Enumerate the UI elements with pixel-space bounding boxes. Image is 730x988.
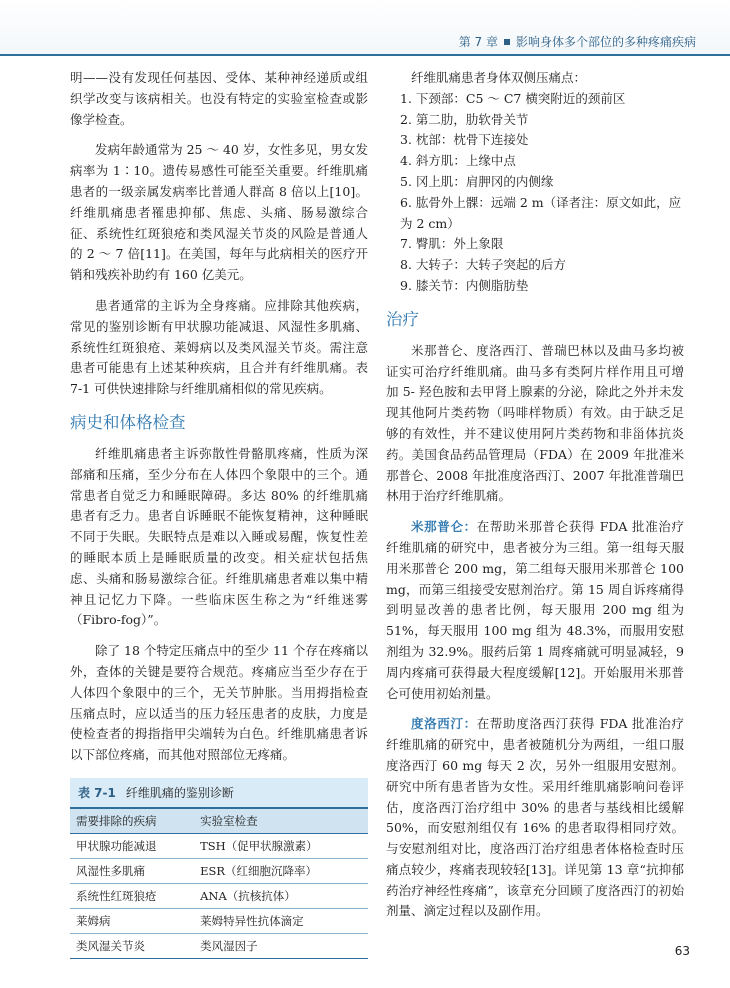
list-item: 3. 枕部：枕骨下连接处: [400, 132, 529, 148]
tender-points-intro: 纤维肌痛患者身体双侧压痛点：: [411, 70, 587, 85]
table-cell: 系统性红斑狼疮: [70, 883, 194, 908]
left-column: [70, 68, 368, 959]
chapter-title: 影响身体多个部位的多种疼痛疾病: [515, 35, 696, 49]
paragraph: 患者通常的主诉为全身疼痛。应排除其他疾病，常见的鉴别诊断有甲状腺功能减退、风湿性多肌痛、系统性红斑狼疮、莱姆病以及类风湿关节炎。需注意患者可能患有上述某种疾病，且合并有纤维肌痛。表 7-1 可供快速排除与纤维肌痛相似的常见疾病。: [70, 297, 368, 397]
table-cell: 甲状腺功能减退: [70, 833, 194, 858]
header-rule: [0, 54, 730, 56]
paragraph: 纤维肌痛患者主诉弥散性骨骼肌疼痛，性质为深部痛和压痛，至少分布在人体四个象限中的三个。通常患者自觉乏力和睡眠障碍。多达 80% 的纤维肌痛患者有乏力。患者自诉睡眠不能恢复精神，这种睡眠不同于失眠。失眠特点是难以入睡或易醒，恢复性差的睡眠本质上是睡眠质量的改变。相关症状包括焦虑、头痛和肠易激综合征。纤维肌痛患者难以集中精神且记忆力下降。一些临床医生称之为“纤维迷雾（Fibro-fog）”。: [70, 445, 368, 628]
paragraph-text: 在帮助度洛西汀获得 FDA 批准治疗纤维肌痛的研究中，患者被随机分为两组，一组口服度洛西汀 60 mg 每天 2 次，另外一组服用安慰剂。研究中所有患者皆为女性。采用纤维肌痛影响问卷评估，度洛西汀治疗组中 30% 的患者与基线相比缓解 50%，而安慰剂组仅有 16% 的患者取得相同疗效。与安慰剂组对比，度洛西汀治疗组患者体格检查时压痛点较少，疼痛表现较轻[13]。详见第 13 章“抗抑郁药治疗神经性疼痛”，该章充分回顾了度洛西汀的初始剂量、滴定过程以及副作用。: [386, 716, 684, 919]
page-number: 63: [674, 944, 690, 958]
tender-points-list: [386, 89, 684, 297]
table-header-row: [70, 808, 368, 834]
paragraph: 明——没有发现任何基因、受体、某种神经递质或组织学改变与该病相关。也没有特定的实验室检查或影像学检查。: [70, 70, 368, 127]
list-item: 8. 大转子：大转子突起的后方: [400, 257, 566, 273]
section-heading-treatment: 治疗: [386, 309, 419, 329]
list-item: 1. 下颈部：C5 ～ C7 横突附近的颈前区: [400, 90, 626, 106]
table-cell: 类风湿关节炎: [70, 933, 194, 958]
table-title: 纤维肌痛的鉴别诊断: [125, 785, 234, 800]
list-item: 7. 臀肌：外上象限: [400, 236, 504, 252]
right-column: [386, 68, 684, 922]
list-item: 6. 肱骨外上髁：远端 2 m（译者注：原文如此，应为 2 cm）: [400, 194, 682, 231]
list-item: 5. 冈上肌：肩胛冈的内侧缘: [400, 173, 554, 189]
column-header: 实验室检查: [194, 808, 368, 834]
column-header: 需要排除的疾病: [70, 808, 194, 834]
differential-diagnosis-table: [70, 778, 368, 959]
table-row: [70, 908, 368, 933]
paragraph: 米那普仑、度洛西汀、普瑞巴林以及曲马多均被证实可治疗纤维肌痛。曲马多有类阿片样作用且可增加 5- 羟色胺和去甲肾上腺素的分泌，除此之外并未发现其他阿片类药物（吗啡样物质）有效。由于缺乏足够的有效性，并不建议使用阿片类药物和非甾体抗炎药。美国食品药品管理局（FDA）在 2009 年批准米那普仑、2008 年批准度洛西汀、2007 年批准普瑞巴林用于治疗纤维肌痛。: [386, 342, 684, 504]
list-item: 2. 第二肋，肋软骨关节: [400, 111, 529, 127]
paragraph: 发病年龄通常为 25 ～ 40 岁，女性多见，男女发病率为 1∶10。遗传易感性可能至关重要。纤维肌痛患者的一级亲属发病率比普通人群高 8 倍以上[10]。纤维肌痛患者罹患抑郁、焦虑、头痛、肠易激综合征、系统性红斑狼疮和类风湿关节炎的风险是普通人的 2 ～ 7 倍[11]。在美国，每年与此病相关的医疗开销和残疾补助约有 160 亿美元。: [70, 142, 368, 283]
paragraph-duloxetine: [386, 714, 684, 922]
paragraph-milnacipran: [386, 517, 684, 704]
table-cell: 风湿性多肌痛: [70, 858, 194, 883]
running-head: [459, 33, 696, 50]
paragraph: 除了 18 个特定压痛点中的至少 11 个存在疼痛以外，查体的关键是要符合规范。疼痛应当至少存在于人体四个象限中的三个，无关节肿胀。当用拇指检查压痛点时，应以适当的压力轻压患者的皮肤，力度是使检查者的拇指指甲尖端转为白色。纤维肌痛患者诉以下部位疼痛，而其他对照部位无疼痛。: [70, 643, 368, 763]
table-row: [70, 833, 368, 858]
paragraph-text: 在帮助米那普仑获得 FDA 批准治疗纤维肌痛的研究中，患者被分为三组。第一组每天服用米那普仑 200 mg，第二组每天服用米那普仑 100 mg，而第三组接受安慰剂治疗。第 15 周自诉疼痛得到明显改善的患者比例，每天服用 200 mg 组为 51%，每天服用 100 mg 组为 48.3%，而服用安慰剂组为 32.9%。服药后第 1 周疼痛就可明显减轻，9 周内疼痛可获得最大程度缓解[12]。开始服用米那普仑可使用初始剂量。: [386, 519, 684, 701]
table-caption: [70, 778, 368, 807]
list-item: 9. 膝关节：内侧脂肪垫: [400, 277, 529, 293]
table: [70, 807, 368, 959]
table-number: 表 7-1: [78, 785, 116, 800]
chapter-label: 第 7 章: [458, 35, 498, 49]
table-cell: ESR（红细胞沉降率）: [194, 858, 368, 883]
table-cell: TSH（促甲状腺激素）: [194, 833, 368, 858]
square-bullet-icon: [504, 39, 510, 45]
table-row: [70, 883, 368, 908]
table-row: [70, 858, 368, 883]
table-cell: 莱姆特异性抗体滴定: [194, 908, 368, 933]
term-duloxetine: 度洛西汀：: [411, 716, 477, 732]
table-cell: 莱姆病: [70, 908, 194, 933]
table-cell: 类风湿因子: [194, 933, 368, 958]
table-cell: ANA（抗核抗体）: [194, 883, 368, 908]
section-heading-history: 病史和体格检查: [70, 412, 186, 432]
table-row: [70, 933, 368, 958]
term-milnacipran: 米那普仑：: [411, 519, 477, 535]
list-item: 4. 斜方肌：上缘中点: [400, 153, 516, 169]
